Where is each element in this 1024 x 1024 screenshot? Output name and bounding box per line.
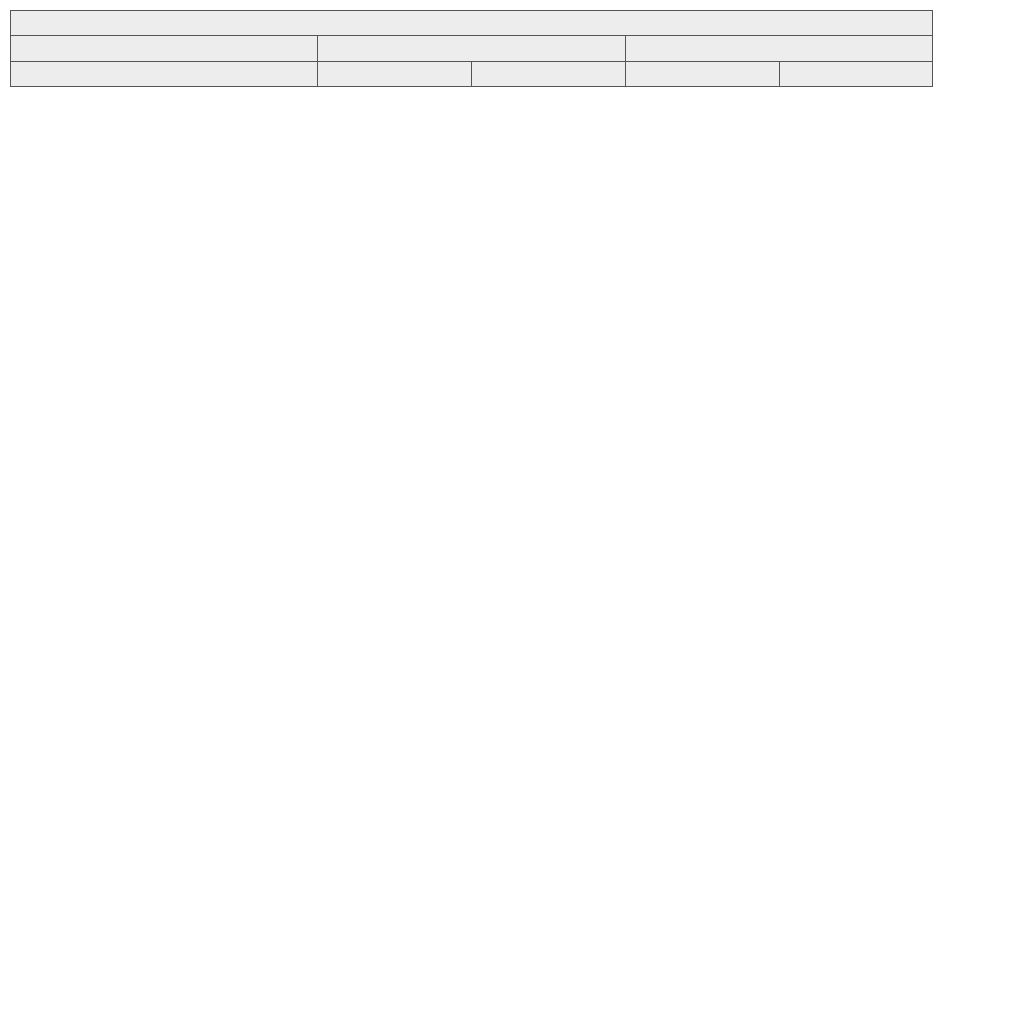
mode-header — [318, 61, 472, 87]
site-info-header — [11, 61, 318, 87]
mode-header — [626, 61, 780, 87]
stats-table — [10, 10, 933, 87]
group-header-std-dev — [626, 36, 933, 62]
mode-header — [472, 61, 626, 87]
group-header-average — [318, 36, 626, 62]
table-title — [11, 11, 933, 36]
date-range — [11, 36, 318, 62]
mode-header — [780, 61, 933, 87]
colorbar-scale — [952, 30, 963, 398]
colorbar — [948, 24, 1018, 414]
